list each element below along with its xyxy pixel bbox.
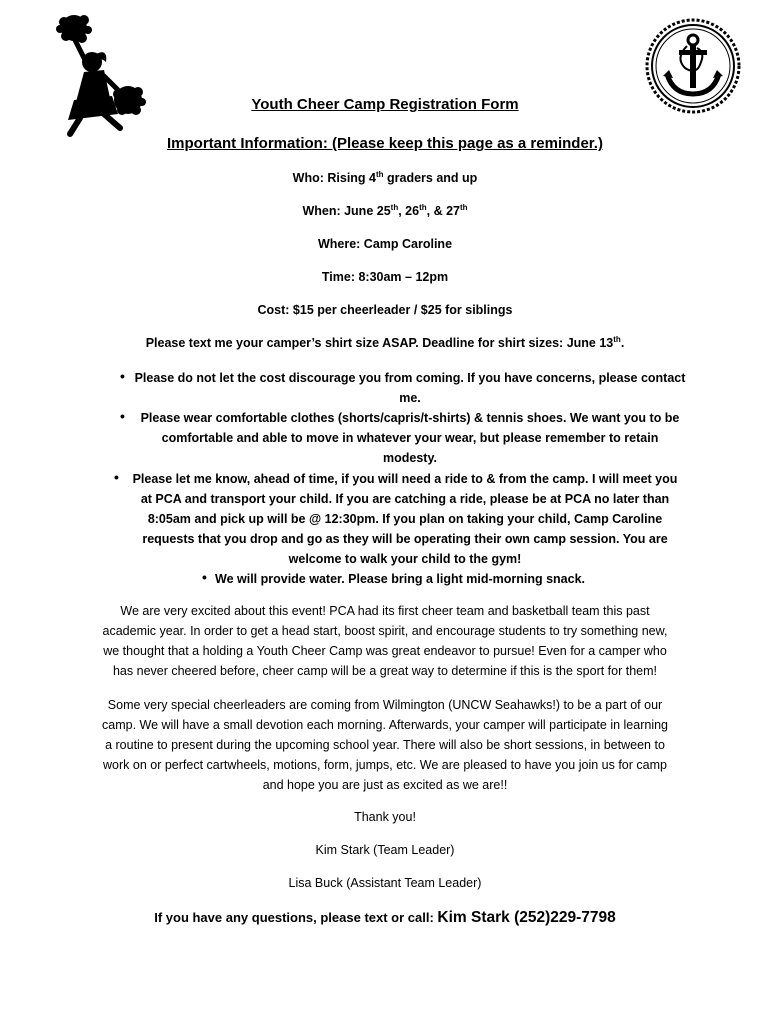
- bullet-cost: Please do not let the cost discourage you from coming. If you have concerns, please contact me.: [134, 371, 686, 405]
- bullet-water: We will provide water. Please bring a light mid-morning snack.: [215, 572, 585, 586]
- bullet-dot: •: [120, 368, 125, 384]
- time-line: Time: 8:30am – 12pm: [321, 270, 449, 284]
- form-subtitle: Important Information: (Please keep this page as a reminder.): [167, 135, 603, 152]
- where-line: Where: Camp Caroline: [317, 237, 453, 251]
- shirt-size-line: Please text me your camper’s shirt size ASAP. Deadline for shirt sizes: June 13th.: [145, 334, 625, 350]
- contact-line: If you have any questions, please text or call: Kim Stark (252)229-7798: [154, 909, 616, 926]
- team-leader: Kim Stark (Team Leader): [315, 843, 455, 857]
- when-line: When: June 25th, 26th, & 27th: [302, 202, 468, 218]
- cost-line: Cost: $15 per cheerleader / $25 for siblings: [257, 303, 513, 317]
- form-title: Youth Cheer Camp Registration Form: [251, 96, 519, 113]
- bullet-transport: Please let me know, ahead of time, if you will need a ride to & from the camp. I will meet you at PCA and transport your child. If you are catching a ride, please be at PCA no later than 8:05am and pick up will be @ 12:30pm. If you plan on taking your child, Camp Caroline requests that you drop and go as they will be operating their own camp session. You are welcome to walk your child to the gym!: [132, 472, 678, 566]
- paragraph-intro: We are very excited about this event! PCA had its first cheer team and basketball team this past academic year. In order to get a head start, boost spirit, and encourage students to try something new, we thought that a holding a Youth Cheer Camp was great endeavor to pursue! Even for a camper who has never cheered before, cheer camp will be a great way to determine if this is the sport for them!: [102, 604, 668, 678]
- bullet-dot: •: [114, 469, 119, 485]
- bullet-dot: •: [202, 569, 207, 585]
- cheerleader-silhouette-icon: [30, 10, 160, 140]
- bullet-clothes: Please wear comfortable clothes (shorts/capris/t-shirts) & tennis shoes. We want you to be comfortable and able to move in whatever your wear, but please remember to retain modesty.: [140, 411, 680, 465]
- who-line: Who: Rising 4th graders and up: [292, 169, 478, 185]
- assistant-leader: Lisa Buck (Assistant Team Leader): [288, 876, 482, 890]
- thank-you: Thank you!: [354, 810, 416, 824]
- bullet-dot: •: [120, 408, 125, 424]
- paragraph-details: Some very special cheerleaders are coming from Wilmington (UNCW Seahawks!) to be a part of our camp. We will have a small devotion each morning. Afterwards, your camper will participate in learning a routine to present during the upcoming school year. There will also be short sessions, in between to work on or perfect cartwheels, motions, form, jumps, etc. We are pleased to have you join us for camp and hope you are just as excited as we are!!: [102, 698, 668, 792]
- contact-phone: Kim Stark (252)229-7798: [437, 909, 616, 926]
